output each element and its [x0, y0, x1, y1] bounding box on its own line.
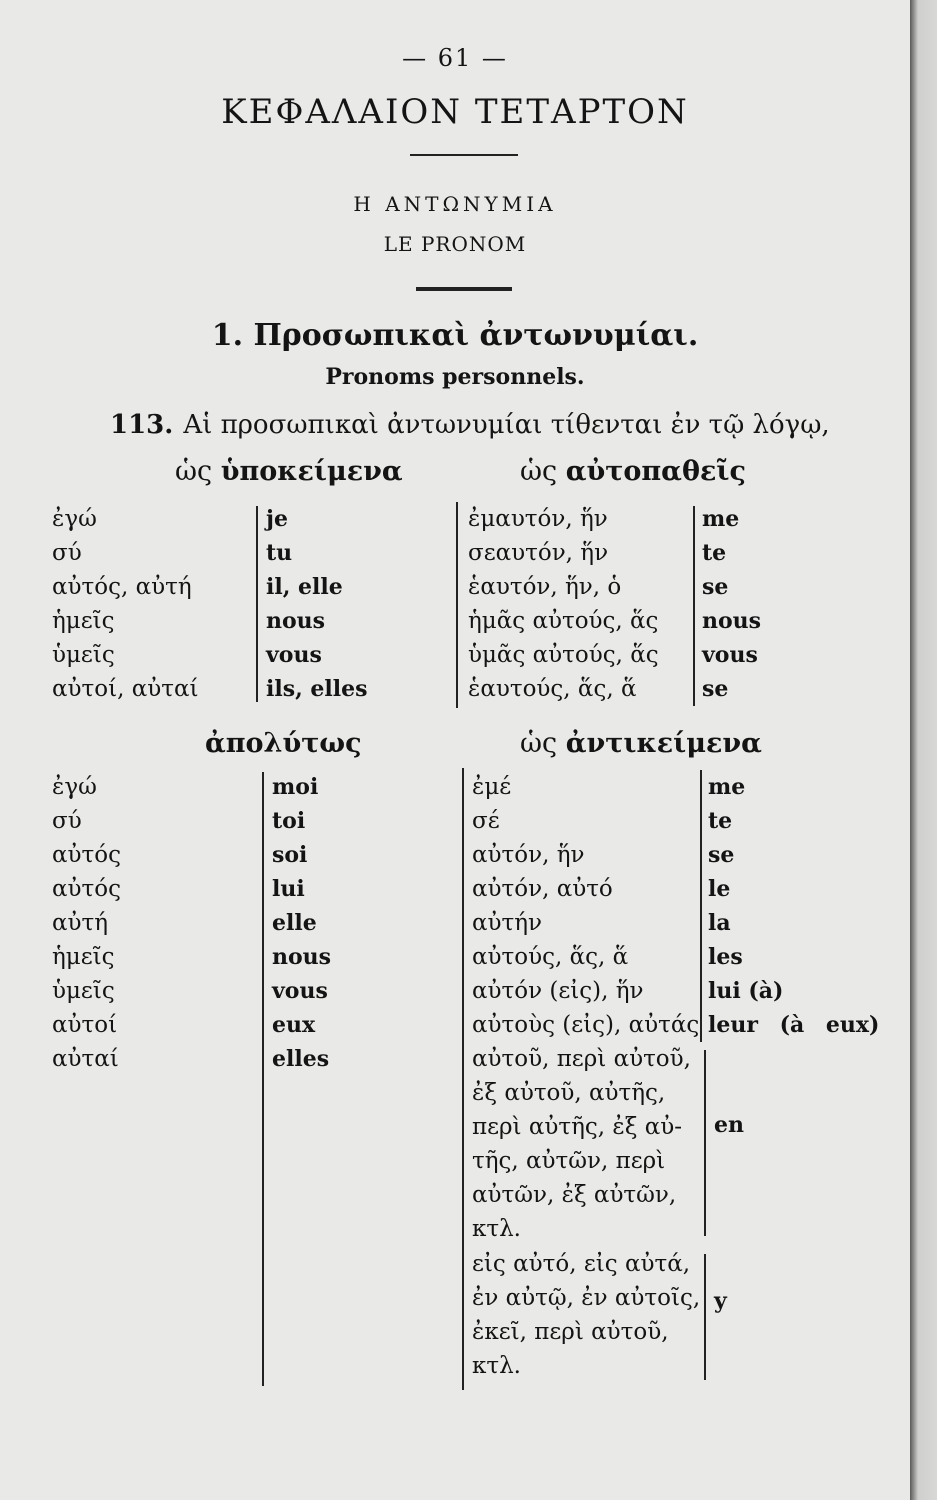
brace-line [704, 1254, 706, 1380]
paragraph-text: Αἱ προσωπικαὶ ἀντωνυμίαι τίθενται ἐν τῷ λόγῳ, [183, 410, 830, 440]
table-cell: σύ [52, 808, 82, 834]
en-greek-lines [472, 1042, 691, 1246]
table-cell: εἰς αὐτό, εἰς αὐτά, [472, 1251, 691, 1277]
table-cell: me [702, 506, 740, 532]
subtitle-greek: Η ΑΝΤΩΝΥΜΙΑ [353, 192, 557, 216]
reflexive-french-column [702, 502, 761, 706]
table-cell: les [708, 944, 743, 970]
table-cell: αὐτός [52, 876, 121, 902]
table-cell: se [702, 574, 729, 600]
column-rule [693, 506, 695, 706]
table-cell: ἐν αὐτῷ, ἐν αὐτοῖς, [472, 1285, 701, 1311]
heading-subjects-label: ὑποκείμενα [220, 456, 403, 487]
object-greek-column [472, 770, 699, 1042]
heading-reflexive-label: αὐτοπαθεῖς [565, 456, 746, 487]
table-cell: αὐτόν, ἥν [472, 842, 585, 868]
table-cell: toi [272, 808, 306, 834]
subtitle-french: LE PRONOM [383, 232, 527, 256]
table-cell: αὐτόν (εἰς), ἥν [472, 978, 644, 1004]
table-cell: se [702, 676, 729, 702]
table-cell: ὑμεῖς [52, 642, 115, 668]
heading-absolute [205, 728, 362, 759]
table-cell: eux [272, 1012, 316, 1038]
table-cell: αὐτοί, αὐταί [52, 676, 199, 702]
table-cell: ἐμαυτόν, ἥν [468, 506, 608, 532]
table-cell: soi [272, 842, 308, 868]
table-cell: te [702, 540, 727, 566]
paragraph-number: 113. [110, 410, 174, 440]
table-cell: κτλ. [472, 1353, 521, 1379]
divider-rule [410, 154, 518, 156]
heading-objects: ὡς ἀντικείμενα [520, 728, 762, 759]
table-cell: αὐταί [52, 1046, 119, 1072]
table-cell: se [708, 842, 735, 868]
table-cell: αὐτῶν, ἐξ αὐτῶν, [472, 1182, 677, 1208]
table-cell: lui (à) [708, 978, 784, 1004]
table-cell: κτλ. [472, 1216, 521, 1242]
table-cell: leur (à eux) [708, 1012, 880, 1038]
table-cell: σέ [472, 808, 500, 834]
table-cell: ἑαυτόν, ἥν, ὁ [468, 574, 622, 600]
table-cell: αὐτή [52, 910, 109, 936]
column-rule [700, 770, 702, 1042]
heading-reflexive: ὡς αὐτοπαθεῖς [520, 456, 746, 487]
table-cell: nous [266, 608, 326, 634]
section-title: 1. Προσωπικαὶ ἀντωνυμίαι. [211, 318, 699, 353]
table-cell: σύ [52, 540, 82, 566]
subject-french-column [266, 502, 368, 706]
table-cell: αὐτός [52, 842, 121, 868]
table-cell: vous [266, 642, 322, 668]
paragraph-113 [110, 410, 830, 440]
table-cell: elle [272, 910, 317, 936]
column-rule [256, 506, 258, 702]
table-cell: ἑαυτούς, ἅς, ἅ [468, 676, 637, 702]
column-rule [262, 772, 264, 1386]
table-cell: te [708, 808, 733, 834]
table-cell: elles [272, 1046, 330, 1072]
table-cell: αὐτούς, ἅς, ἅ [472, 944, 629, 970]
table-cell: tu [266, 540, 293, 566]
object-french-column [708, 770, 879, 1042]
table-cell: τῆς, αὐτῶν, περὶ [472, 1148, 666, 1174]
en-label: en [714, 1112, 744, 1138]
column-rule [462, 768, 464, 1390]
table-cell: me [708, 774, 746, 800]
divider-rule [416, 287, 512, 291]
heading-subjects: ὡς ὑποκείμενα [175, 456, 403, 487]
table-cell: le [708, 876, 731, 902]
table-cell: αὐτοῦ, περὶ αὐτοῦ, [472, 1046, 691, 1072]
table-cell: ἡμεῖς [52, 944, 115, 970]
table-cell: ils, elles [266, 676, 368, 702]
table-cell: ἡμεῖς [52, 608, 115, 634]
page-binding-edge [910, 0, 937, 1500]
table-cell: αὐτός, αὐτή [52, 574, 192, 600]
y-greek-lines [472, 1247, 700, 1383]
table-cell: αὐτοί [52, 1012, 118, 1038]
subject-greek-column [52, 502, 199, 706]
table-cell: ἐγώ [52, 774, 97, 800]
page-number: — 61 — [402, 44, 508, 72]
chapter-title: ΚΕΦΑΛΑΙΟΝ ΤΕΤΑΡΤΟΝ [221, 92, 689, 132]
table-cell: nous [702, 608, 762, 634]
heading-absolute-label: ἀπολύτως [205, 728, 362, 759]
table-cell: ἡμᾶς αὐτούς, ἅς [468, 608, 659, 634]
absolute-greek-column [52, 770, 121, 1076]
table-cell: ἐκεῖ, περὶ αὐτοῦ, [472, 1319, 669, 1345]
absolute-french-column [272, 770, 331, 1076]
y-label: y [714, 1288, 727, 1314]
reflexive-greek-column [468, 502, 659, 706]
table-cell: ἐξ αὐτοῦ, αὐτῆς, [472, 1080, 666, 1106]
brace-line [704, 1050, 706, 1236]
table-cell: αὐτήν [472, 910, 542, 936]
table-cell: ὑμᾶς αὐτούς, ἅς [468, 642, 659, 668]
table-cell: lui [272, 876, 305, 902]
table-cell: αὐτόν, αὐτό [472, 876, 613, 902]
table-cell: ὑμεῖς [52, 978, 115, 1004]
table-cell: ἐμέ [472, 774, 512, 800]
section-title-french: Pronoms personnels. [325, 364, 585, 390]
table-cell: vous [272, 978, 328, 1004]
table-cell: je [266, 506, 288, 532]
table-cell: moi [272, 774, 319, 800]
table-cell: σεαυτόν, ἥν [468, 540, 609, 566]
table-cell: nous [272, 944, 332, 970]
table-cell: vous [702, 642, 758, 668]
column-rule [456, 502, 458, 708]
table-cell: ἐγώ [52, 506, 97, 532]
heading-objects-label: ἀντικείμενα [565, 728, 762, 759]
table-cell: περὶ αὐτῆς, ἐξ αὐ- [472, 1114, 683, 1140]
table-cell: αὐτοὺς (εἰς), αὐτάς [472, 1012, 700, 1038]
table-cell: la [708, 910, 731, 936]
table-cell: il, elle [266, 574, 343, 600]
